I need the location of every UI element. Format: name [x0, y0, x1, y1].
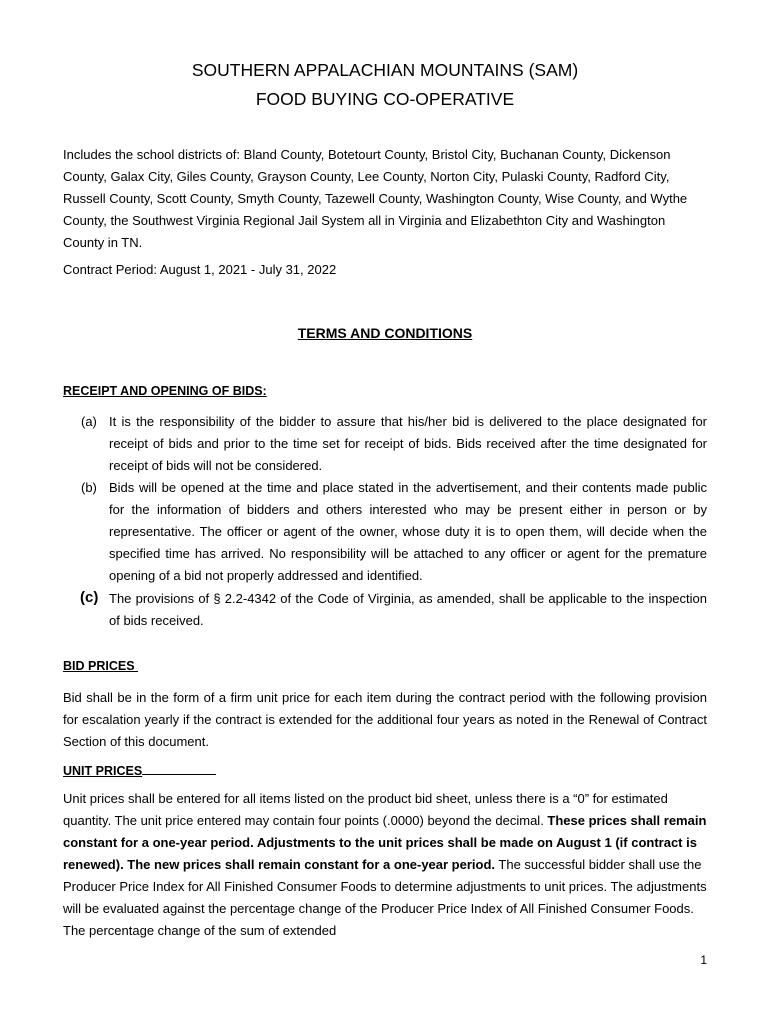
item-text: It is the responsibility of the bidder to assure that his/her bid is delivered to the place designated for receipt of bids and prior to the time set for receipt of bids. Bids received after the time designated for receipt of bids will not be considered.: [109, 414, 707, 473]
item-label: (c): [80, 589, 99, 606]
unit-prices-heading: [63, 762, 216, 778]
districts-paragraph: Includes the school districts of: Bland County, Botetourt County, Bristol City, Buchanan County, Dickenson County, Galax City, Giles County, Grayson County, Lee County, Norton City, Pulaski County, Radford City, Russell County, Scott County, Smyth County, Tazewell County, Washington County, Wise County, and Wythe County, the Southwest Virginia Regional Jail System all in Virginia and Elizabethton City and Washington County in TN.: [63, 147, 688, 250]
bid-prices-paragraph: Bid shall be in the form of a firm unit price for each item during the contract period with the following provision for escalation yearly if the contract is extended for the additional four years as noted in the Renewal of Contract Section of this document.: [63, 690, 707, 749]
item-text: The provisions of § 2.2-4342 of the Code of Virginia, as amended, shall be applicable to the inspection of bids received.: [109, 591, 707, 628]
unit-prices-paragraph: [63, 788, 707, 942]
contract-period: Contract Period: August 1, 2021 - July 31, 2022: [63, 262, 337, 277]
unit-prices-text-a: Unit prices shall be entered for all items listed on the product bid sheet, unless there is a “0” for estimated quantity. The unit price entered may contain four points (.0000) beyond the decimal.: [63, 791, 668, 828]
heading-underline-rule: [142, 762, 216, 775]
document-title-line-2: FOOD BUYING CO-OPERATIVE: [255, 89, 515, 109]
unit-prices-text-bold: These prices shall remain constant for a one-year period. Adjustments to the unit prices shall be made on August 1 (if contract is renewed). The new prices shall remain constant for a one-year period.: [63, 813, 707, 872]
unit-prices-text-b: The successful bidder shall use the Producer Price Index for All Finished Consumer Foods to determine adjustments to unit prices. The adjustments will be evaluated against the percentage change of the Producer Price Index of All Finished Consumer Foods. The percentage change of the sum of extended: [63, 857, 707, 938]
item-label: (b): [81, 480, 97, 495]
item-text: Bids will be opened at the time and place stated in the advertisement, and their contents made public for the information of bidders and others interested who may be present either in person or by representative. The officer or agent of the owner, whose duty it is to open them, will decide when the specified time has arrived. No responsibility will be attached to any officer or agent for the premature opening of a bid not properly addressed and identified.: [109, 480, 707, 583]
unit-prices-heading-text: UNIT PRICES: [63, 764, 143, 778]
terms-heading: TERMS AND CONDITIONS: [297, 325, 473, 341]
bid-prices-heading-text: BID PRICES: [63, 659, 135, 673]
page-number: 1: [700, 953, 707, 967]
document-title-line-1: SOUTHERN APPALACHIAN MOUNTAINS (SAM): [191, 60, 579, 80]
bid-prices-heading: [63, 659, 138, 673]
receipt-heading: RECEIPT AND OPENING OF BIDS:: [63, 384, 267, 398]
item-label: (a): [81, 414, 97, 429]
